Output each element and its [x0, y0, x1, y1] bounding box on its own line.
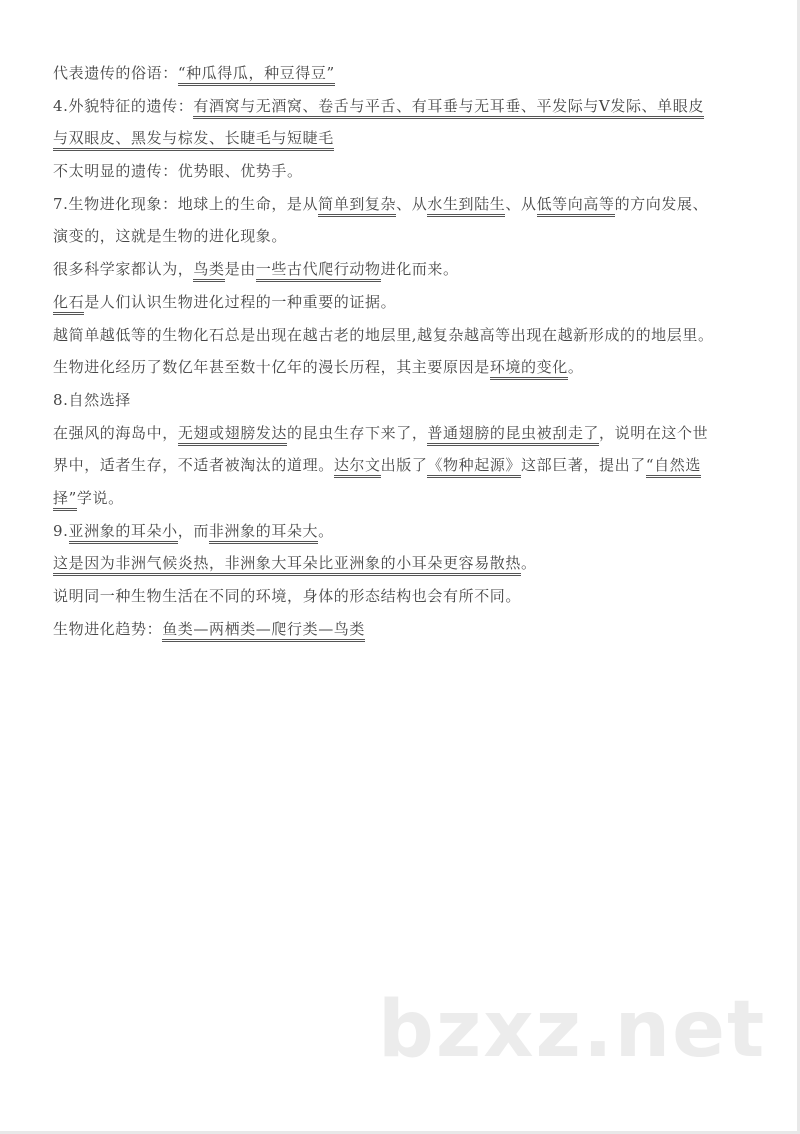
- text-segment: 说明同一种生物生活在不同的环境，身体的形态结构也会有所不同。: [53, 587, 522, 605]
- text-line: [53, 550, 753, 583]
- text-line: [53, 256, 753, 289]
- underlined-text: 这是因为非洲气候炎热，非洲象大耳朵比亚洲象的小耳朵更容易散热: [53, 554, 521, 576]
- text-line: [53, 452, 753, 485]
- underlined-text: 一些古代爬行动物: [256, 260, 381, 282]
- text-segment: 4.外貌特征的遗传：: [53, 96, 194, 115]
- underlined-text: 与双眼皮、黑发与棕发、长睫毛与短睫毛: [53, 129, 334, 151]
- text-segment: 。: [567, 358, 584, 377]
- underlined-text: 有酒窝与无酒窝、卷舌与平舌、有耳垂与无耳垂、平发际与V发际、单眼皮: [193, 97, 704, 119]
- text-line: [53, 485, 753, 518]
- text-segment: 是由: [224, 260, 256, 279]
- text-segment: ，而: [177, 521, 209, 540]
- text-line: [53, 223, 753, 256]
- text-segment: 界中，适者生存，不适者被淘汰的道理。: [53, 456, 334, 475]
- text-line: [53, 93, 753, 126]
- underlined-text: 普通翅膀的昆虫被刮走了: [427, 424, 599, 446]
- text-segment: 不太明显的遗传：优势眼、优势手。: [53, 162, 303, 181]
- underlined-text: 亚洲象的耳朵小: [69, 522, 178, 544]
- text-segment: 生物进化经历了数亿年甚至数十亿年的漫长历程，其主要原因是: [53, 358, 490, 377]
- underlined-text: 非洲象的耳朵大: [209, 522, 318, 544]
- text-segment: ，说明在这个世: [599, 423, 709, 442]
- text-line: [53, 354, 753, 387]
- underlined-text: 鱼类—两栖类—爬行类—鸟类: [162, 620, 365, 642]
- text-segment: 这部巨著，提出了: [521, 456, 646, 475]
- underlined-text: “种瓜得瓜，种豆得豆”: [178, 64, 335, 86]
- text-segment: 。: [318, 521, 334, 540]
- text-segment: 学说。: [76, 488, 124, 507]
- text-segment: 8.自然选择: [53, 390, 131, 409]
- text-line: [53, 518, 753, 551]
- text-segment: 是人们认识生物进化过程的一种重要的证据。: [84, 292, 397, 311]
- text-segment: 、从: [396, 194, 428, 213]
- underlined-text: 达尔文: [334, 456, 381, 478]
- text-segment: 进化而来。: [380, 260, 459, 279]
- underlined-text: 无翅或翅膀发达: [178, 424, 287, 446]
- underlined-text: 环境的变化: [490, 358, 568, 380]
- text-line: [53, 616, 753, 649]
- watermark: bzxz.net: [378, 985, 767, 1075]
- text-segment: 在强风的海岛中，: [53, 423, 178, 442]
- underlined-text: 水生到陆生: [427, 195, 505, 217]
- text-segment: 9.: [53, 521, 69, 540]
- text-line: [53, 387, 753, 420]
- text-segment: 出版了: [380, 456, 428, 475]
- text-line: [53, 322, 753, 355]
- text-segment: 的方向发展、: [614, 194, 709, 213]
- text-line: [53, 420, 753, 453]
- text-line: [53, 125, 753, 158]
- text-line: [53, 289, 753, 322]
- text-line: [53, 583, 753, 616]
- text-segment: 、从: [505, 194, 537, 213]
- text-segment: 越简单越低等的生物化石总是出现在越古老的地层里,越复杂越高等出现在越新形成的的地层里。: [53, 325, 714, 344]
- text-segment: 演变的，这就是生物的进化现象。: [53, 227, 288, 246]
- underlined-text: 简单到复杂: [318, 195, 396, 217]
- underlined-text: 鸟类: [193, 260, 224, 282]
- text-line: [53, 158, 753, 191]
- text-segment: 7.生物进化现象：地球上的生命，是从: [53, 194, 319, 213]
- underlined-text: 择”: [53, 489, 77, 511]
- text-line: [53, 191, 753, 224]
- underlined-text: 化石: [53, 293, 84, 315]
- underlined-text: 低等向高等: [537, 195, 615, 217]
- underlined-text: 《物种起源》: [427, 456, 521, 478]
- text-segment: 很多科学家都认为，: [53, 260, 194, 279]
- text-segment: 生物进化趋势：: [53, 619, 163, 638]
- text-segment: 代表遗传的俗语：: [53, 64, 178, 82]
- underlined-text: “自然选: [646, 456, 701, 478]
- text-segment: 的昆虫生存下来了，: [287, 423, 428, 442]
- text-segment: 。: [521, 554, 537, 573]
- document-page: [53, 60, 753, 648]
- text-line: [53, 60, 753, 93]
